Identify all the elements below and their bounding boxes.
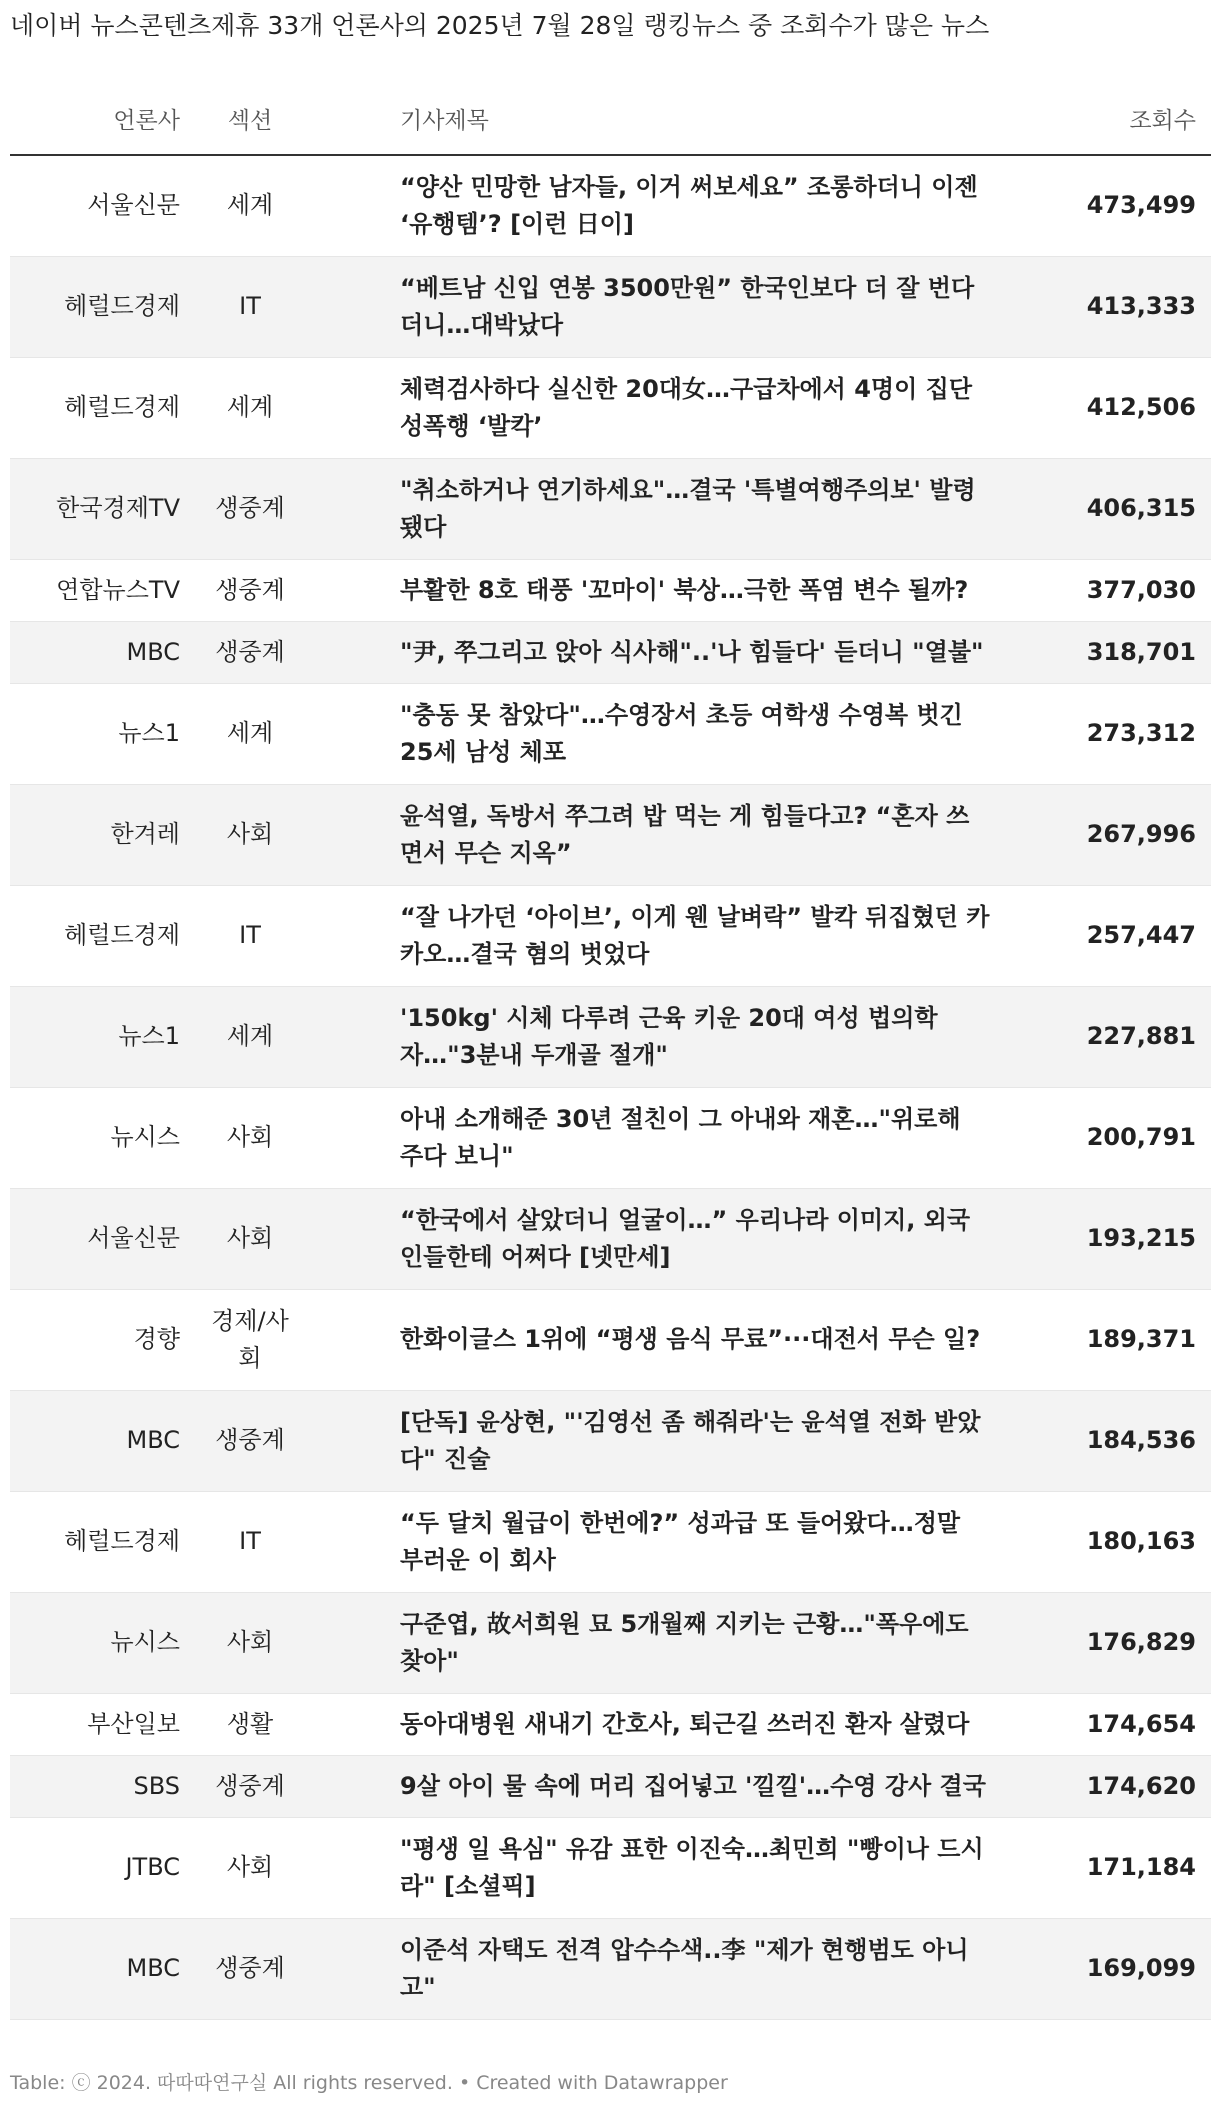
publisher-cell: 한국경제TV bbox=[10, 458, 180, 559]
headline-cell: "평생 일 욕심" 유감 표한 이진숙…최민희 "빵이나 드시라" [소셜픽] bbox=[320, 1817, 1030, 1918]
publisher-cell: JTBC bbox=[10, 1817, 180, 1918]
publisher-cell: 경향 bbox=[10, 1289, 180, 1390]
headline-cell: "尹, 쭈그리고 앉아 식사해"..'나 힘들다' 듣더니 "열불" bbox=[320, 621, 1030, 683]
table-row bbox=[10, 683, 1211, 784]
section-cell: 사회 bbox=[180, 1087, 320, 1188]
publisher-cell: MBC bbox=[10, 1918, 180, 2019]
headline-cell: 한화이글스 1위에 “평생 음식 무료”···대전서 무슨 일? bbox=[320, 1289, 1030, 1390]
views-cell: 377,030 bbox=[1030, 559, 1211, 621]
section-cell: 세계 bbox=[180, 986, 320, 1087]
table-row bbox=[10, 1693, 1211, 1755]
views-cell: 273,312 bbox=[1030, 683, 1211, 784]
table-row bbox=[10, 1918, 1211, 2019]
table-row bbox=[10, 1491, 1211, 1592]
table-row bbox=[10, 559, 1211, 621]
section-cell: 생활 bbox=[180, 1693, 320, 1755]
section-cell: 세계 bbox=[180, 155, 320, 256]
publisher-cell: 헤럴드경제 bbox=[10, 1491, 180, 1592]
table-row bbox=[10, 621, 1211, 683]
section-cell: 세계 bbox=[180, 683, 320, 784]
table-header bbox=[10, 96, 1211, 155]
views-cell: 174,620 bbox=[1030, 1755, 1211, 1817]
headline-cell: 동아대병원 새내기 간호사, 퇴근길 쓰러진 환자 살렸다 bbox=[320, 1693, 1030, 1755]
views-cell: 257,447 bbox=[1030, 885, 1211, 986]
section-cell: 생중계 bbox=[180, 458, 320, 559]
views-cell: 406,315 bbox=[1030, 458, 1211, 559]
section-cell: IT bbox=[180, 1491, 320, 1592]
table-row bbox=[10, 784, 1211, 885]
section-cell: 사회 bbox=[180, 1592, 320, 1693]
headline-cell: 구준엽, 故서희원 묘 5개월째 지키는 근황…"폭우에도 찾아" bbox=[320, 1592, 1030, 1693]
headline-cell: "충동 못 참았다"…수영장서 초등 여학생 수영복 벗긴 25세 남성 체포 bbox=[320, 683, 1030, 784]
views-cell: 267,996 bbox=[1030, 784, 1211, 885]
table-row bbox=[10, 1592, 1211, 1693]
publisher-cell: MBC bbox=[10, 1390, 180, 1491]
headline-cell: 9살 아이 물 속에 머리 집어넣고 '낄낄'…수영 강사 결국 bbox=[320, 1755, 1030, 1817]
section-cell: 생중계 bbox=[180, 1755, 320, 1817]
section-cell: IT bbox=[180, 885, 320, 986]
section-cell: 사회 bbox=[180, 784, 320, 885]
table-footer: Table: ⓒ 2024. 따따따연구실 All rights reserved. • Created with Datawrapper bbox=[10, 2072, 728, 2094]
headline-cell: 이준석 자택도 전격 압수수색..李 "제가 현행범도 아니고" bbox=[320, 1918, 1030, 2019]
column-header-section[interactable]: 섹션 bbox=[180, 96, 320, 155]
section-cell: IT bbox=[180, 256, 320, 357]
publisher-cell: 뉴스1 bbox=[10, 986, 180, 1087]
headline-cell: 체력검사하다 실신한 20대女…구급차에서 4명이 집단 성폭행 ‘발칵’ bbox=[320, 357, 1030, 458]
publisher-cell: 헤럴드경제 bbox=[10, 256, 180, 357]
section-cell: 생중계 bbox=[180, 1390, 320, 1491]
views-cell: 473,499 bbox=[1030, 155, 1211, 256]
views-cell: 171,184 bbox=[1030, 1817, 1211, 1918]
headline-cell: [단독] 윤상현, "'김영선 좀 해줘라'는 윤석열 전화 받았다" 진술 bbox=[320, 1390, 1030, 1491]
publisher-cell: 서울신문 bbox=[10, 155, 180, 256]
views-cell: 174,654 bbox=[1030, 1693, 1211, 1755]
section-cell: 생중계 bbox=[180, 1918, 320, 2019]
ranking-table bbox=[10, 96, 1211, 2020]
publisher-cell: 헤럴드경제 bbox=[10, 885, 180, 986]
publisher-cell: 부산일보 bbox=[10, 1693, 180, 1755]
headline-cell: “한국에서 살았더니 얼굴이…” 우리나라 이미지, 외국인들한테 어쩌다 [넷만세] bbox=[320, 1188, 1030, 1289]
column-header-views[interactable]: 조회수 bbox=[1030, 96, 1211, 155]
headline-cell: “베트남 신입 연봉 3500만원” 한국인보다 더 잘 번다더니…대박났다 bbox=[320, 256, 1030, 357]
header-row bbox=[10, 96, 1211, 155]
publisher-cell: 한겨레 bbox=[10, 784, 180, 885]
table-row bbox=[10, 458, 1211, 559]
table-row bbox=[10, 1817, 1211, 1918]
chart-title: 네이버 뉴스콘텐츠제휴 33개 언론사의 2025년 7월 28일 랭킹뉴스 중 조회수가 많은 뉴스 bbox=[10, 11, 990, 40]
views-cell: 413,333 bbox=[1030, 256, 1211, 357]
table-row bbox=[10, 357, 1211, 458]
table-row bbox=[10, 155, 1211, 256]
views-cell: 176,829 bbox=[1030, 1592, 1211, 1693]
table-row bbox=[10, 1289, 1211, 1390]
publisher-cell: 서울신문 bbox=[10, 1188, 180, 1289]
section-cell: 사회 bbox=[180, 1188, 320, 1289]
section-cell: 생중계 bbox=[180, 559, 320, 621]
headline-cell: “두 달치 월급이 한번에?” 성과급 또 들어왔다…정말 부러운 이 회사 bbox=[320, 1491, 1030, 1592]
headline-cell: '150kg' 시체 다루려 근육 키운 20대 여성 법의학자…"3분내 두개골 절개" bbox=[320, 986, 1030, 1087]
views-cell: 189,371 bbox=[1030, 1289, 1211, 1390]
table-row bbox=[10, 1188, 1211, 1289]
headline-cell: "취소하거나 연기하세요"…결국 '특별여행주의보' 발령됐다 bbox=[320, 458, 1030, 559]
publisher-cell: 뉴시스 bbox=[10, 1592, 180, 1693]
publisher-cell: SBS bbox=[10, 1755, 180, 1817]
publisher-cell: MBC bbox=[10, 621, 180, 683]
table-row bbox=[10, 885, 1211, 986]
views-cell: 169,099 bbox=[1030, 1918, 1211, 2019]
section-cell: 세계 bbox=[180, 357, 320, 458]
headline-cell: 아내 소개해준 30년 절친이 그 아내와 재혼…"위로해 주다 보니" bbox=[320, 1087, 1030, 1188]
column-header-publisher[interactable]: 언론사 bbox=[10, 96, 180, 155]
views-cell: 193,215 bbox=[1030, 1188, 1211, 1289]
headline-cell: 윤석열, 독방서 쭈그려 밥 먹는 게 힘들다고? “혼자 쓰면서 무슨 지옥” bbox=[320, 784, 1030, 885]
publisher-cell: 연합뉴스TV bbox=[10, 559, 180, 621]
headline-cell: 부활한 8호 태풍 '꼬마이' 북상…극한 폭염 변수 될까? bbox=[320, 559, 1030, 621]
headline-cell: “잘 나가던 ‘아이브’, 이게 웬 날벼락” 발칵 뒤집혔던 카카오…결국 혐의 벗었다 bbox=[320, 885, 1030, 986]
views-cell: 227,881 bbox=[1030, 986, 1211, 1087]
column-header-headline[interactable]: 기사제목 bbox=[320, 96, 1030, 155]
table-body bbox=[10, 155, 1211, 2019]
table-row bbox=[10, 256, 1211, 357]
section-cell: 경제/사회 bbox=[180, 1289, 320, 1390]
publisher-cell: 헤럴드경제 bbox=[10, 357, 180, 458]
views-cell: 180,163 bbox=[1030, 1491, 1211, 1592]
table-row bbox=[10, 1390, 1211, 1491]
views-cell: 200,791 bbox=[1030, 1087, 1211, 1188]
headline-cell: “양산 민망한 남자들, 이거 써보세요” 조롱하더니 이젠 ‘유행템’? [이런 日이] bbox=[320, 155, 1030, 256]
table-row bbox=[10, 1087, 1211, 1188]
publisher-cell: 뉴스1 bbox=[10, 683, 180, 784]
views-cell: 318,701 bbox=[1030, 621, 1211, 683]
publisher-cell: 뉴시스 bbox=[10, 1087, 180, 1188]
table-row bbox=[10, 986, 1211, 1087]
views-cell: 412,506 bbox=[1030, 357, 1211, 458]
table-row bbox=[10, 1755, 1211, 1817]
views-cell: 184,536 bbox=[1030, 1390, 1211, 1491]
section-cell: 생중계 bbox=[180, 621, 320, 683]
section-cell: 사회 bbox=[180, 1817, 320, 1918]
